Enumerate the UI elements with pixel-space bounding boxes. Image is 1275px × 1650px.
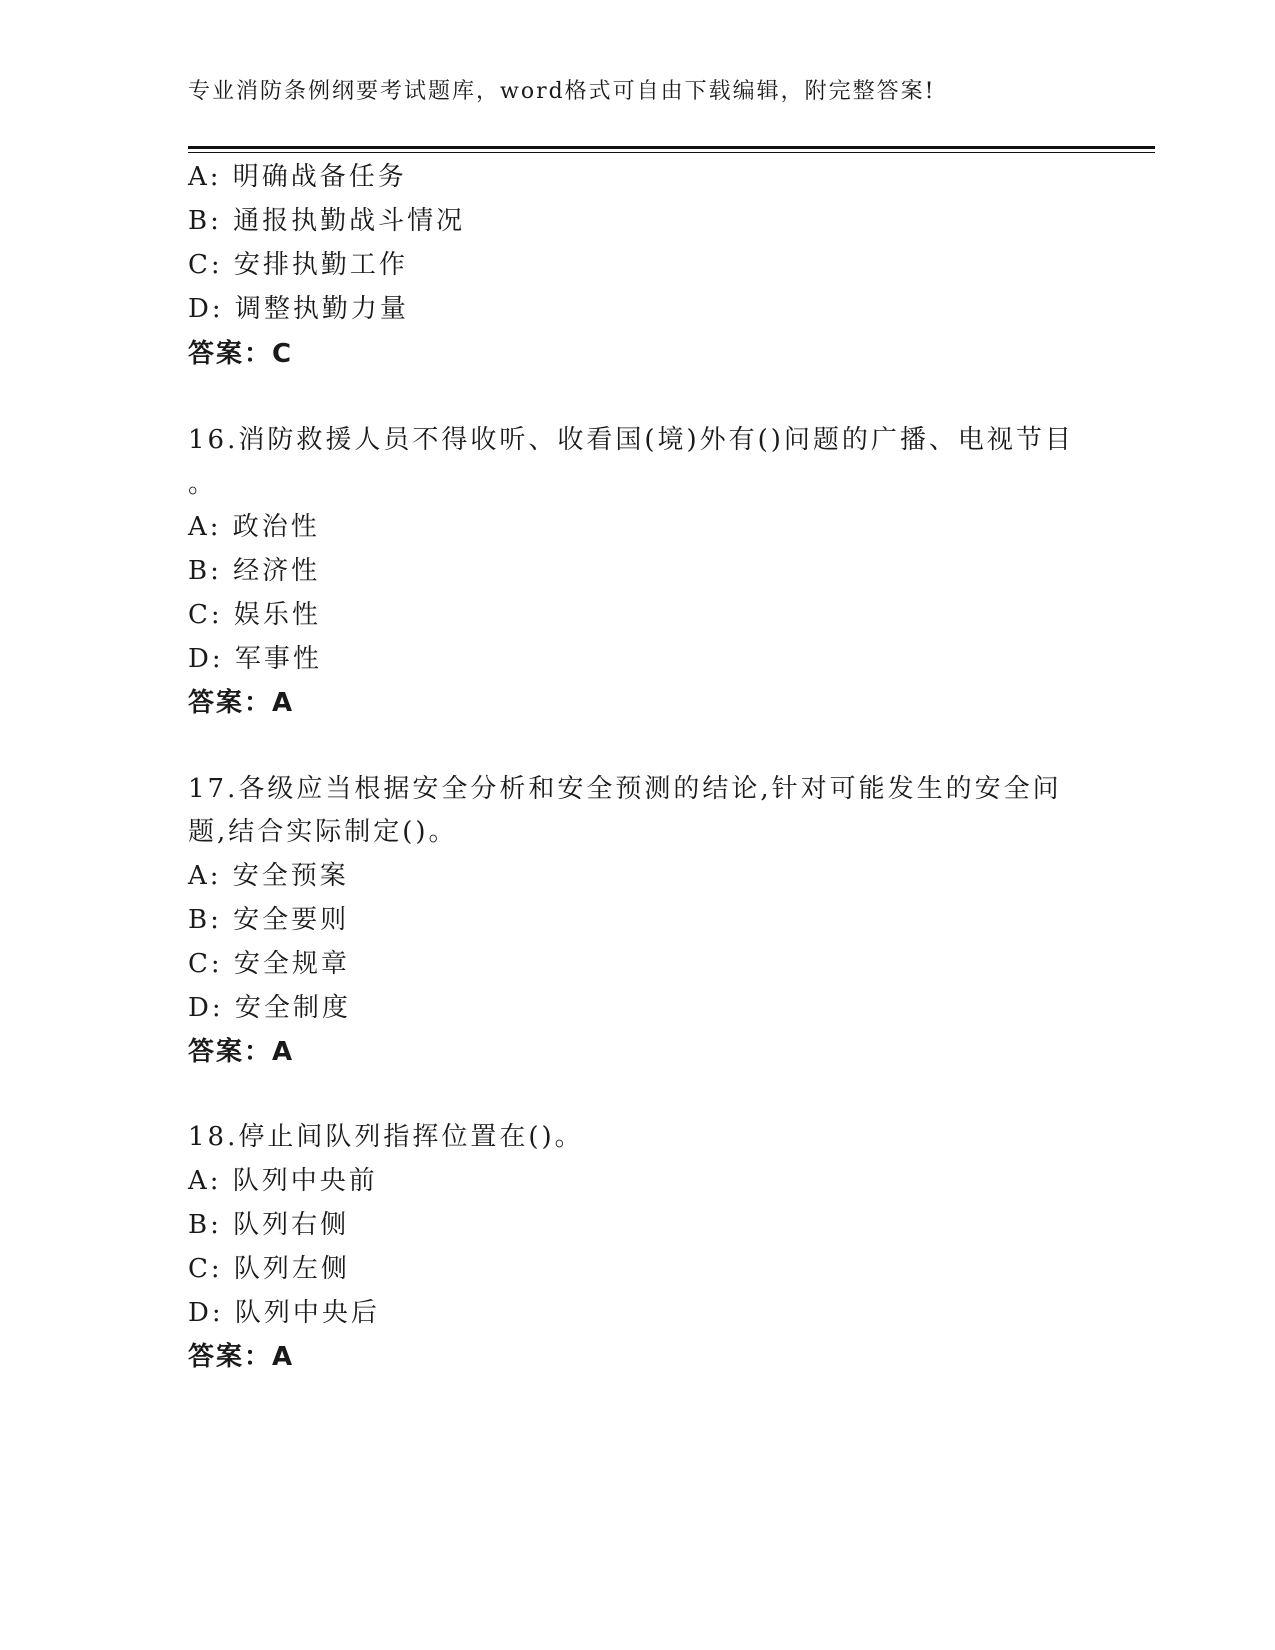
q17-option-b: B: 安全要则 — [188, 905, 350, 935]
q15-option-c: C: 安排执勤工作 — [188, 250, 408, 280]
q17-option-a: A: 安全预案 — [188, 861, 349, 891]
q15-option-d: D: 调整执勤力量 — [188, 294, 409, 324]
q16-option-c: C: 娱乐性 — [188, 600, 321, 630]
q16-stem-line1: 16.消防救援人员不得收听、收看国(境)外有()问题的广播、电视节目 — [188, 425, 1074, 455]
q17-answer: 答案：A — [188, 1037, 295, 1067]
q17-stem-line1: 17.各级应当根据安全分析和安全预测的结论,针对可能发生的安全问 — [188, 774, 1062, 804]
q17-option-c: C: 安全规章 — [188, 949, 350, 979]
q18-answer: 答案：A — [188, 1342, 295, 1372]
q16-answer: 答案：A — [188, 688, 295, 718]
q18-option-d: D: 队列中央后 — [188, 1298, 380, 1328]
q16-stem-line2: 。 — [188, 469, 218, 499]
page-header: 专业消防条例纲要考试题库，word格式可自由下载编辑，附完整答案! — [188, 79, 936, 104]
q17-option-d: D: 安全制度 — [188, 993, 351, 1023]
q16-option-a: A: 政治性 — [188, 512, 320, 542]
q18-stem-line1: 18.停止间队列指挥位置在()。 — [188, 1122, 584, 1152]
q16-option-b: B: 经济性 — [188, 556, 321, 586]
q18-option-c: C: 队列左侧 — [188, 1254, 350, 1284]
q18-option-a: A: 队列中央前 — [188, 1166, 378, 1196]
q15-answer: 答案：C — [188, 339, 294, 369]
q16-option-d: D: 军事性 — [188, 644, 322, 674]
header-divider — [188, 146, 1155, 153]
q15-option-b: B: 通报执勤战斗情况 — [188, 206, 466, 236]
q17-stem-line2: 题,结合实际制定()。 — [188, 817, 458, 847]
q18-option-b: B: 队列右侧 — [188, 1210, 350, 1240]
q15-option-a: A: 明确战备任务 — [188, 162, 407, 192]
